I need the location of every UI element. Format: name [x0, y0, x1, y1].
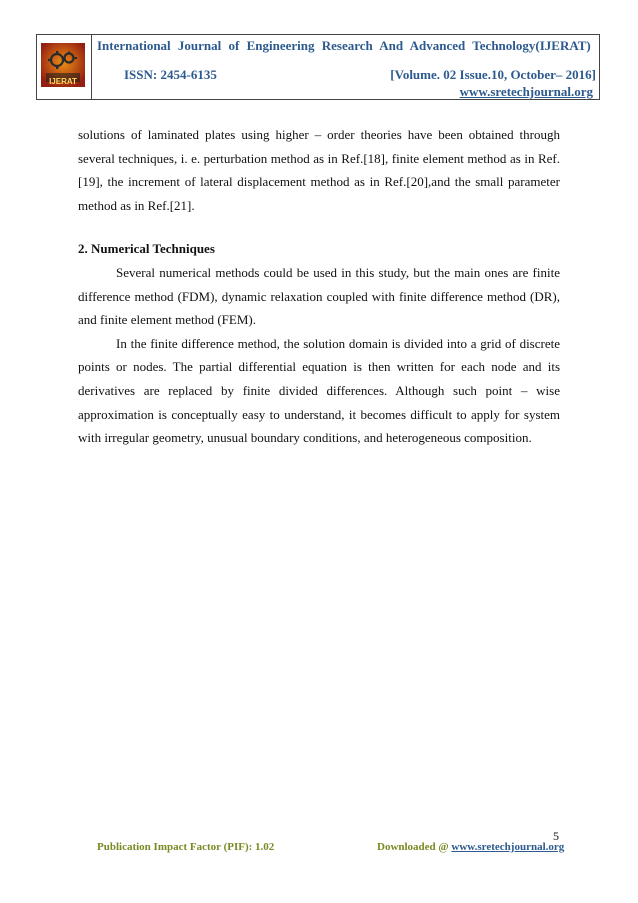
- svg-text:IJERAT: IJERAT: [49, 77, 77, 86]
- journal-title: International Journal of Engineering Research And Advanced Technology(IJERAT): [97, 38, 591, 53]
- page-body: [78, 123, 560, 450]
- volume-issue: [Volume. 02 Issue.10, October– 2016]: [390, 67, 596, 82]
- logo-wordmark: [41, 75, 85, 87]
- journal-header: [36, 34, 600, 100]
- downloaded-label: Downloaded @: [377, 841, 452, 853]
- footer-website-link[interactable]: www.sretechjournal.org: [451, 841, 565, 853]
- impact-factor: Publication Impact Factor (PIF): 1.02: [97, 841, 275, 853]
- downloaded-note: [377, 841, 564, 853]
- section-heading: 2. Numerical Techniques: [78, 241, 215, 257]
- logo-cell: [37, 35, 92, 99]
- body-paragraph: In the finite difference method, the solution domain is divided into a grid of discrete points or nodes. The partial differential equation is then written for each node and its derivatives are replaced by finite divided differences. Although such point – wise approximation is conceptually easy to understand, it becomes difficult to apply for system with irregular geometry, unusual boundary conditions, and heterogeneous composition.: [78, 335, 560, 446]
- page-number: 5: [553, 829, 559, 843]
- issn-number: ISSN: 2454-6135: [124, 67, 217, 82]
- body-paragraph: solutions of laminated plates using higher – order theories have been obtained through several techniques, i. e. perturbation method as in Ref.[18], finite element method as in Ref.[19], the increment of lateral displacement method as in Ref.[20],and the small parameter method as in Ref.[21].: [78, 127, 560, 213]
- journal-website-link[interactable]: www.sretechjournal.org: [459, 84, 593, 99]
- body-paragraph: Several numerical methods could be used in this study, but the main ones are finite difference method (FDM), dynamic relaxation coupled with finite difference method (DR), and finite element method (FEM).: [78, 264, 560, 328]
